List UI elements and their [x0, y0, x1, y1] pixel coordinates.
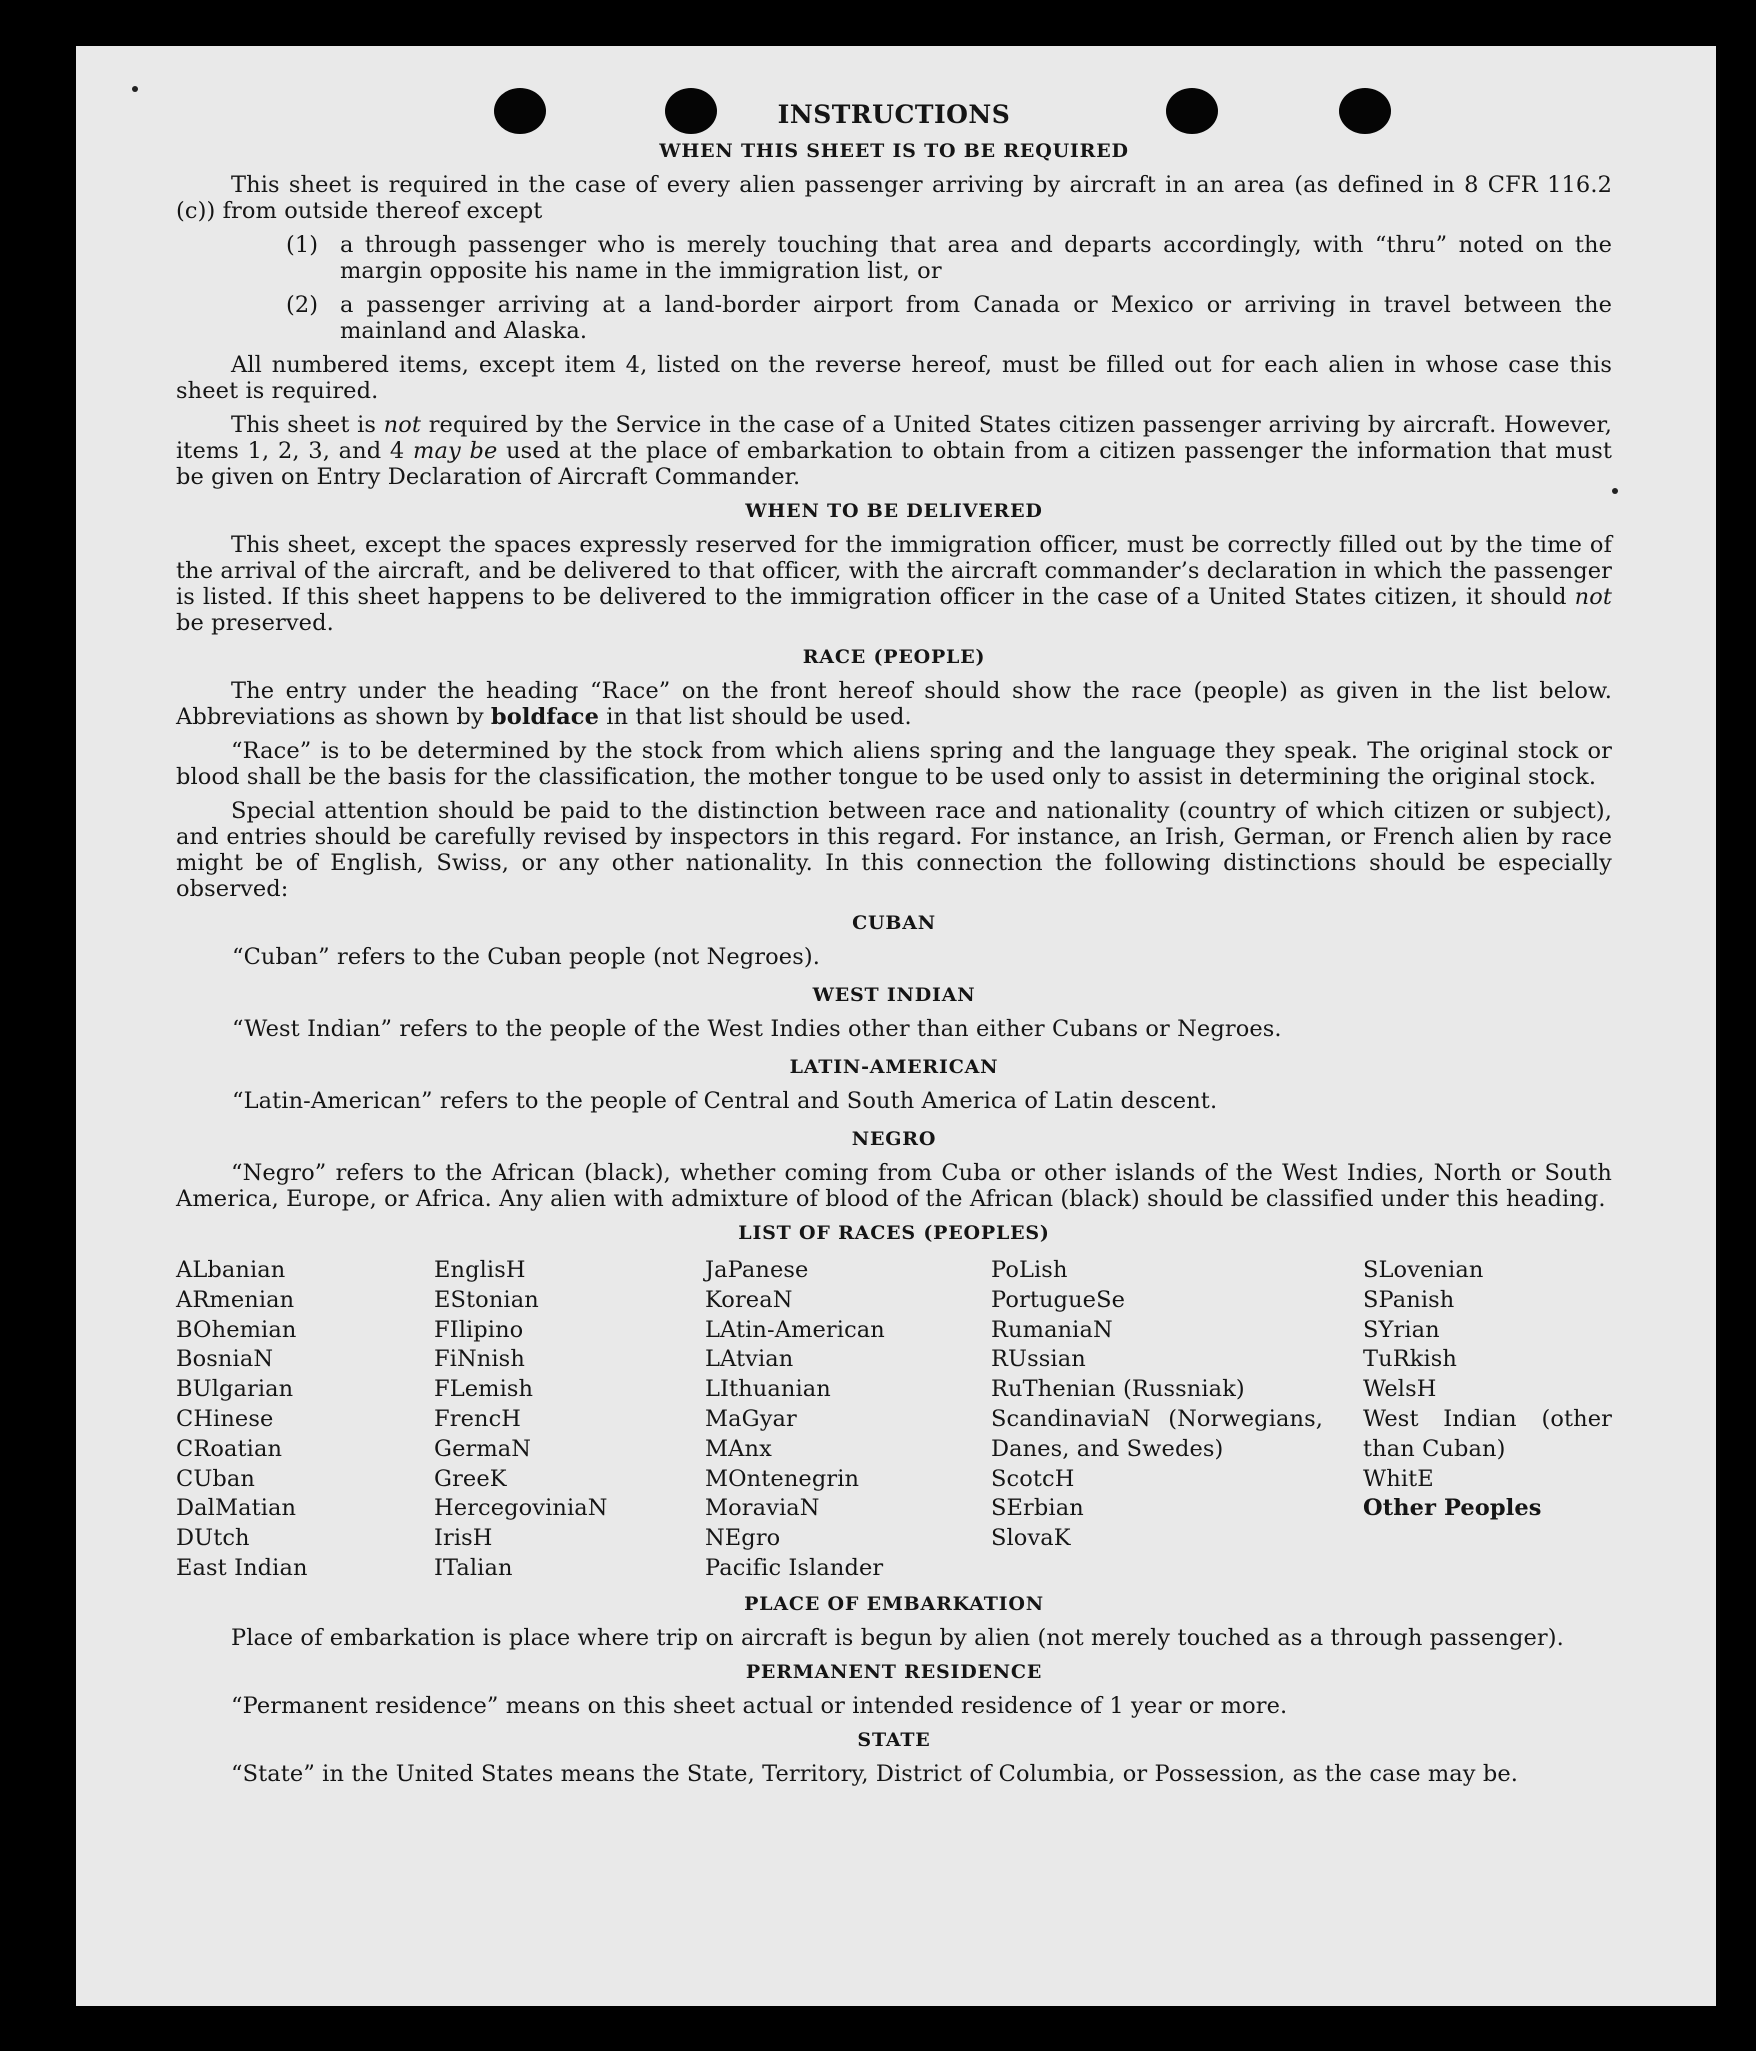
exception-number: (2)	[286, 292, 319, 318]
citizen-note: This sheet is not required by the Service in the case of a United States citizen passenger arriving by aircraft. However, items 1, 2, 3, and 4 may be used at the place of embarkation to obtain from a citizen passenger the information that must be given on Entry Declaration of Aircraft Commander.	[176, 412, 1612, 490]
definition-text: “Negro” refers to the African (black), whether coming from Cuba or other islands of the West Indies, North or South America, Europe, or Africa. Any alien with admixture of blood of the African (black) should be classified under this heading.	[176, 1160, 1612, 1212]
race-entry: WelsH	[1363, 1376, 1437, 1403]
race-entry: ARmenian	[176, 1286, 295, 1313]
section-heading-required: WHEN THIS SHEET IS TO BE REQUIRED	[659, 140, 1129, 162]
race-entry: SErbian	[991, 1495, 1084, 1522]
race-entry: CUban	[176, 1465, 255, 1492]
race-paragraph: The entry under the heading “Race” on the front hereof should show the race (people) as given in the list below. Abbreviations as shown by boldface in that list should be used.	[176, 678, 1612, 730]
race-entry: KoreaN	[705, 1286, 793, 1313]
exception-number: (1)	[286, 232, 319, 258]
punch-hole	[665, 88, 717, 134]
race-entry-other: Other Peoples	[1363, 1495, 1542, 1522]
definition-text: “West Indian” refers to the people of the West Indies other than either Cubans or Negroes.	[232, 1016, 1282, 1042]
section-heading-race: RACE (PEOPLE)	[802, 646, 986, 668]
exception-item	[286, 292, 1612, 344]
punch-hole	[1166, 88, 1218, 134]
race-entry: MOntenegrin	[705, 1465, 860, 1492]
instruction-sheet	[76, 46, 1716, 2006]
races-column	[705, 1256, 991, 1584]
races-column	[176, 1256, 434, 1584]
race-entry: JaPanese	[705, 1257, 809, 1283]
race-entry: RuThenian (Russniak)	[991, 1376, 1245, 1403]
races-list	[176, 1256, 1612, 1584]
race-entry: HercegoviniaN	[434, 1495, 608, 1522]
race-entry: CHinese	[176, 1405, 274, 1432]
definition-heading: CUBAN	[852, 912, 936, 934]
races-column	[1363, 1256, 1612, 1584]
race-entry: TuRkish	[1363, 1346, 1458, 1373]
races-column	[991, 1256, 1363, 1584]
race-entry: MAnx	[705, 1435, 772, 1462]
page-title: INSTRUCTIONS	[777, 100, 1011, 129]
race-entry: EStonian	[434, 1286, 539, 1313]
race-entry: SPanish	[1363, 1286, 1455, 1313]
race-entry: ITalian	[434, 1554, 513, 1581]
section-heading-embarkation: PLACE OF EMBARKATION	[744, 1592, 1044, 1615]
section-heading-residence: PERMANENT RESIDENCE	[745, 1660, 1043, 1683]
race-entry: SLovenian	[1363, 1257, 1484, 1283]
races-list-heading: LIST OF RACES (PEOPLES)	[738, 1222, 1050, 1244]
race-entry: DalMatian	[176, 1495, 297, 1522]
definition-heading: NEGRO	[851, 1128, 937, 1150]
speck-mark	[1612, 488, 1618, 494]
exception-item	[286, 232, 1612, 284]
race-entry-west-indian: West Indian (other than Cuban)	[1363, 1405, 1612, 1462]
race-entry: RumaniaN	[991, 1316, 1113, 1343]
race-paragraph: “Race” is to be determined by the stock from which aliens spring and the language they speak. The original stock or blood shall be the basis for the classification, the mother tongue to be used only to assist in determining the original stock.	[176, 738, 1612, 790]
definition-heading: WEST INDIAN	[812, 984, 976, 1006]
race-entry: FLemish	[434, 1376, 534, 1403]
race-entry: Pacific Islander	[705, 1554, 884, 1581]
race-entry: NEgro	[705, 1525, 781, 1552]
punch-hole	[494, 88, 546, 134]
race-entry: BUlgarian	[176, 1376, 294, 1403]
race-entry: LIthuanian	[705, 1376, 831, 1403]
residence-text: “Permanent residence” means on this sheet actual or intended residence of 1 year or more.	[231, 1692, 1288, 1719]
speck-mark	[132, 86, 138, 92]
section-heading-state: STATE	[857, 1728, 931, 1751]
race-entry: MaGyar	[705, 1405, 797, 1432]
race-entry: SYrian	[1363, 1316, 1440, 1343]
race-entry: FiNnish	[434, 1346, 525, 1373]
race-entry: FIlipino	[434, 1316, 524, 1343]
race-entry: GreeK	[434, 1465, 507, 1492]
definition-text: “Latin-American” refers to the people of Central and South America of Latin descent.	[232, 1088, 1218, 1114]
race-paragraph: Special attention should be paid to the distinction between race and nationality (country of which citizen or subject), and entries should be carefully revised by inspectors in this regard. For instance, an Irish, German, or French alien by race might be of English, Swiss, or any other nationality. In this connection the following distinctions should be especially observed:	[176, 798, 1612, 902]
race-entry: DUtch	[176, 1525, 250, 1552]
race-entry: WhitE	[1363, 1465, 1434, 1492]
race-entry: RUssian	[991, 1346, 1086, 1373]
race-entry: BOhemian	[176, 1316, 297, 1343]
exception-text: a through passenger who is merely touching that area and departs accordingly, with “thru” noted on the margin opposite his name in the immigration list, or	[340, 232, 1612, 284]
race-entry: LAtvian	[705, 1346, 794, 1373]
numbered-items-note: All numbered items, except item 4, listed on the reverse hereof, must be filled out for each alien in whose case this sheet is required.	[176, 352, 1612, 404]
race-entry: PortugueSe	[991, 1286, 1126, 1313]
race-entry: ALbanian	[176, 1257, 286, 1283]
race-entry: MoraviaN	[705, 1495, 820, 1522]
race-entry: LAtin-American	[705, 1316, 885, 1343]
race-entry: ScotcH	[991, 1465, 1075, 1492]
race-entry: GermaN	[434, 1435, 532, 1462]
definition-text: “Cuban” refers to the Cuban people (not Negroes).	[232, 944, 820, 970]
state-text: “State” in the United States means the State, Territory, District of Columbia, or Possession, as the case may be.	[231, 1760, 1519, 1787]
race-entry: East Indian	[176, 1554, 308, 1581]
embarkation-text: Place of embarkation is place where trip on aircraft is begun by alien (not merely touched as a through passenger).	[231, 1624, 1564, 1651]
required-intro: This sheet is required in the case of every alien passenger arriving by aircraft in an area (as defined in 8 CFR 116.2 (c)) from outside thereof except	[176, 172, 1612, 224]
race-entry: SlovaK	[991, 1525, 1071, 1552]
punch-hole	[1339, 88, 1391, 134]
race-entry: PoLish	[991, 1257, 1068, 1283]
races-column	[434, 1256, 705, 1584]
race-entry: FrencH	[434, 1405, 521, 1432]
section-heading-delivered: WHEN TO BE DELIVERED	[745, 500, 1043, 522]
delivered-text: This sheet, except the spaces expressly reserved for the immigration officer, must be correctly filled out by the time of the arrival of the aircraft, and be delivered to that officer, with the aircraft commander’s declaration in which the passenger is listed. If this sheet happens to be delivered to the immigration officer in the case of a United States citizen, it should not be preserved.	[176, 532, 1612, 636]
race-entry: IrisH	[434, 1525, 493, 1552]
definition-heading: LATIN-AMERICAN	[789, 1056, 999, 1078]
exception-text: a passenger arriving at a land-border airport from Canada or Mexico or arriving in travel between the mainland and Alaska.	[340, 292, 1612, 344]
race-entry-scandinavian: ScandinaviaN (Norwegians, Danes, and Swedes)	[991, 1405, 1323, 1462]
race-entry: EnglisH	[434, 1257, 526, 1283]
race-entry: BosniaN	[176, 1346, 274, 1373]
race-entry: CRoatian	[176, 1435, 283, 1462]
